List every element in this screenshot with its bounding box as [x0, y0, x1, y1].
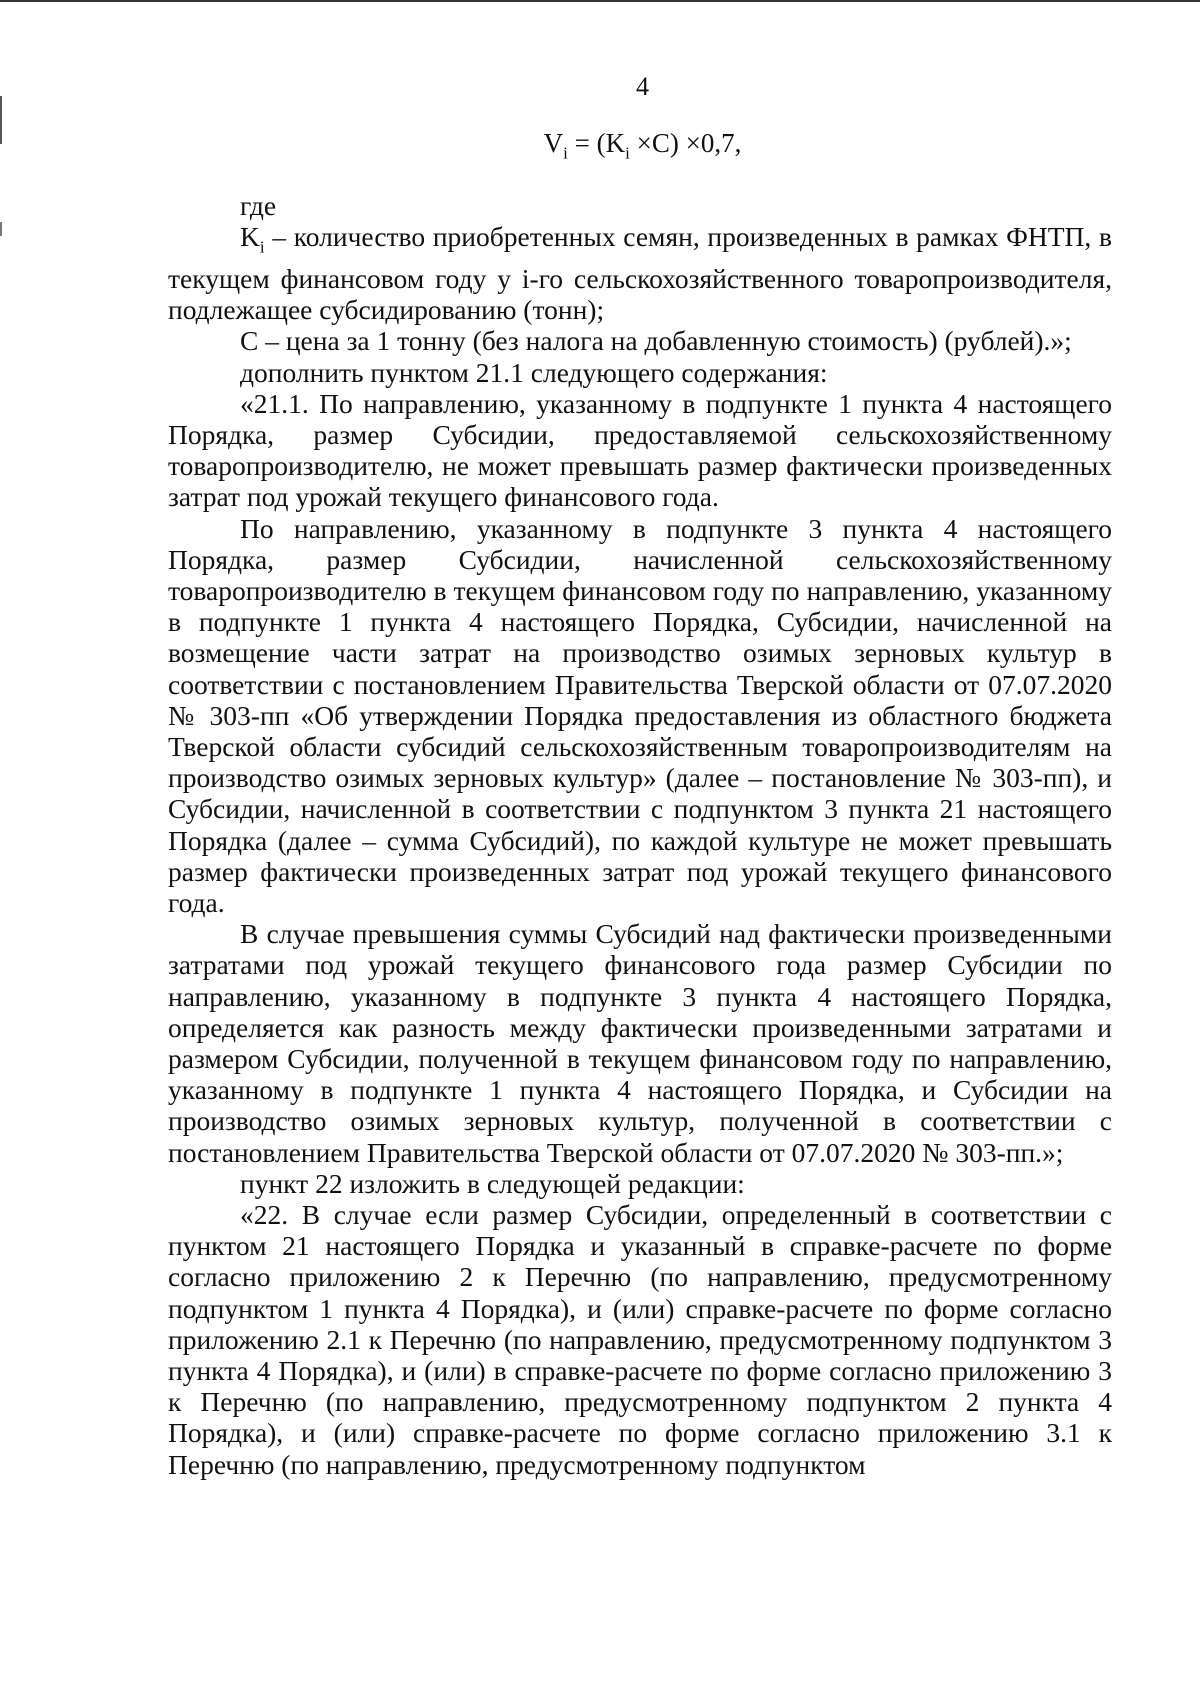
formula-lhs-subscript: i: [563, 143, 568, 163]
paragraph-item-22: «22. В случае если размер Субсидии, определенный в соответствии с пунктом 21 настоящего Порядка и указанный в справке-расчете по форме согласно приложению 2 к Перечню (по направлению, предусмотренному подпунктом 1 пункта 4 Порядка), и (или) справке-расчете по форме согласно приложению 2.1 к Перечню (по направлению, предусмотренному подпунктом 3 пункта 4 Порядка), и (или) в справке-расчете по форме согласно приложению 3 к Перечню (по направлению, предусмотренному подпунктом 2 пункта 4 Порядка), и (или) справке-расчете по форме согласно приложению 3.1 к Перечню (по направлению, предусмотренному подпунктом: [168, 1199, 1112, 1480]
paragraph-21-1: «21.1. По направлению, указанному в подпункте 1 пункта 4 настоящего Порядка, размер Субсидии, предоставляемой сельскохозяйственному товаропроизводителю, не может превышать размер фактически произведенных затрат под урожай текущего финансового года.: [168, 387, 1112, 513]
formula: [0, 128, 1200, 163]
paragraph-excess: В случае превышения суммы Субсидий над фактически произведенными затратами под урожай текущего финансового года размер Субсидии по направлению, указанному в подпункте 3 пункта 4 настоящего Порядка, определяется как разность между фактически произведенными затратами и размером Субсидии, полученной в текущем финансовом году по направлению, указанному в подпункте 1 пункта 4 настоящего Порядка, и Субсидии на производство озимых зерновых культур, полученной в соответствии с постановлением Правительства Тверской области от 07.07.2020 № 303-пп.»;: [168, 918, 1112, 1168]
ki-subscript: i: [259, 237, 265, 257]
scan-border-top: [0, 0, 1200, 2]
formula-eq-open: = (K: [567, 128, 626, 158]
document-body: [168, 190, 1112, 1480]
formula-k-subscript: i: [625, 143, 630, 163]
ki-definition-text: – количество приобретенных семян, произведенных в рамках ФНТП, в текущем финансовом году у i-го сельскохозяйственного товаропроизводителя, подлежащее субсидированию (тонн);: [168, 221, 1112, 326]
ki-symbol: K: [240, 221, 260, 253]
paragraph-ki-definition: [168, 221, 1112, 325]
paragraph-add-21-1: дополнить пунктом 21.1 следующего содержания:: [240, 356, 828, 388]
page-number: 4: [636, 72, 649, 101]
paragraph-c-definition: С – цена за 1 тонну (без налога на добавленную стоимость) (рублей).»;: [240, 325, 1072, 357]
formula-rest: ×C) ×0,7,: [629, 128, 742, 158]
paragraph-direction-3: По направлению, указанному в подпункте 3 пункта 4 настоящего Порядка, размер Субсидии, начисленной сельскохозяйственному товаропроизводителю в текущем финансовом году по направлению, указанному в подпункте 1 пункта 4 настоящего Порядка, Субсидии, начисленной на возмещение части затрат на производство озимых зерновых культур в соответствии с постановлением Правительства Тверской области от 07.07.2020 № 303-пп «Об утверждении Порядка предоставления из областного бюджета Тверской области субсидий сельскохозяйственным товаропроизводителям на производство озимых зерновых культур» (далее – постановление № 303-пп), и Субсидии, начисленной в соответствии с подпунктом 3 пункта 21 настоящего Порядка (далее – сумма Субсидий), по каждой культуре не может превышать размер фактически произведенных затрат под урожай текущего финансового года.: [168, 512, 1112, 918]
paragraph-item-22-intro: пункт 22 изложить в следующей редакции:: [240, 1167, 745, 1199]
paragraph-where: где: [240, 190, 277, 221]
formula-lhs-symbol: V: [543, 128, 564, 158]
scan-mark-left: [0, 222, 2, 236]
